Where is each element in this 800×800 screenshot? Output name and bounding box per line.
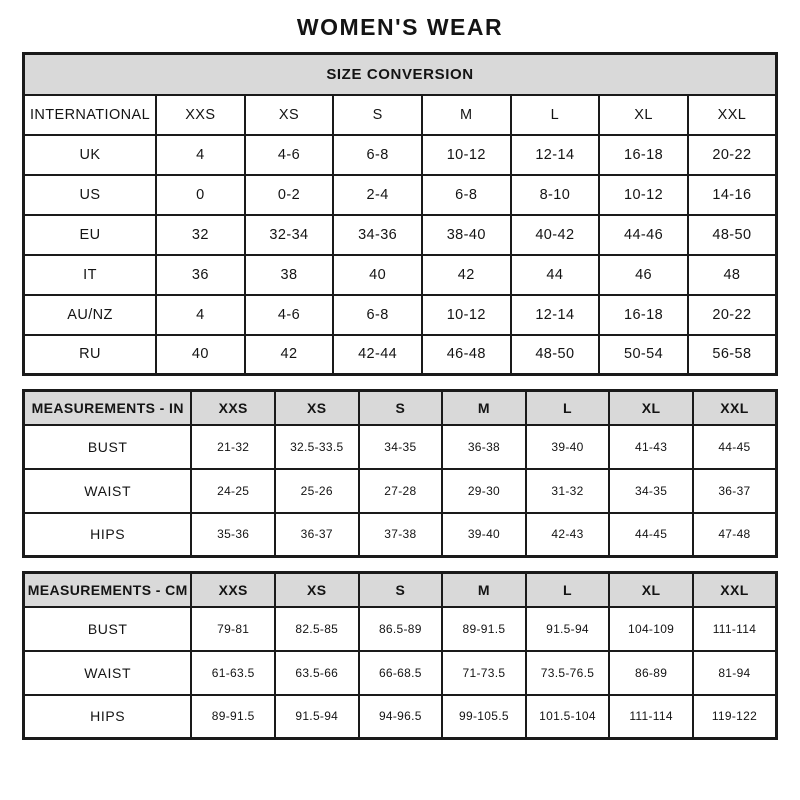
value-cell: 40-42 <box>511 215 600 255</box>
value-cell: 20-22 <box>688 295 777 335</box>
value-cell: 71-73.5 <box>442 651 526 695</box>
row-label-cell: EU <box>24 215 157 255</box>
value-cell: 56-58 <box>688 335 777 375</box>
value-cell: 111-114 <box>609 695 693 739</box>
value-cell: 48-50 <box>511 335 600 375</box>
table-row <box>24 695 777 739</box>
value-cell: 44-46 <box>599 215 688 255</box>
measurements-in-table <box>22 389 778 558</box>
value-cell: 0-2 <box>245 175 334 215</box>
value-cell: 16-18 <box>599 295 688 335</box>
value-cell: 29-30 <box>442 469 526 513</box>
value-cell: 66-68.5 <box>359 651 443 695</box>
measurements-in-header-row <box>24 391 777 425</box>
value-cell: 14-16 <box>688 175 777 215</box>
size-header-xxl: XXL <box>693 573 777 607</box>
value-cell: 12-14 <box>511 135 600 175</box>
value-cell: 32.5-33.5 <box>275 425 359 469</box>
size-conversion-banner: SIZE CONVERSION <box>24 54 777 95</box>
value-cell: 20-22 <box>688 135 777 175</box>
size-header-l: L <box>511 95 600 135</box>
value-cell: 36 <box>156 255 245 295</box>
value-cell: 46 <box>599 255 688 295</box>
value-cell: 36-38 <box>442 425 526 469</box>
value-cell: 111-114 <box>693 607 777 651</box>
row-label-cell: AU/NZ <box>24 295 157 335</box>
size-conversion-body <box>24 135 777 375</box>
value-cell: 42 <box>245 335 334 375</box>
size-header-m: M <box>422 95 511 135</box>
value-cell: 63.5-66 <box>275 651 359 695</box>
measurements-in-body <box>24 425 777 557</box>
size-header-xl: XL <box>599 95 688 135</box>
value-cell: 6-8 <box>333 135 422 175</box>
value-cell: 10-12 <box>422 135 511 175</box>
value-cell: 4-6 <box>245 295 334 335</box>
row-label-cell: IT <box>24 255 157 295</box>
value-cell: 4 <box>156 295 245 335</box>
size-header-s: S <box>359 391 443 425</box>
value-cell: 82.5-85 <box>275 607 359 651</box>
value-cell: 2-4 <box>333 175 422 215</box>
value-cell: 91.5-94 <box>526 607 610 651</box>
table-row <box>24 425 777 469</box>
table-row <box>24 651 777 695</box>
value-cell: 89-91.5 <box>191 695 275 739</box>
row-label-cell: BUST <box>24 607 192 651</box>
value-cell: 61-63.5 <box>191 651 275 695</box>
measurements-in-header-cell: MEASUREMENTS - IN <box>24 391 192 425</box>
sizes-header-row <box>24 95 777 135</box>
row-label-cell: HIPS <box>24 695 192 739</box>
value-cell: 32 <box>156 215 245 255</box>
value-cell: 34-36 <box>333 215 422 255</box>
value-cell: 99-105.5 <box>442 695 526 739</box>
row-label-cell: US <box>24 175 157 215</box>
row-label-cell: WAIST <box>24 469 192 513</box>
size-header-xs: XS <box>275 573 359 607</box>
table-row <box>24 215 777 255</box>
value-cell: 42 <box>422 255 511 295</box>
value-cell: 24-25 <box>191 469 275 513</box>
row-label-cell: WAIST <box>24 651 192 695</box>
value-cell: 8-10 <box>511 175 600 215</box>
value-cell: 4-6 <box>245 135 334 175</box>
value-cell: 44-45 <box>693 425 777 469</box>
size-conversion-head <box>24 54 777 135</box>
value-cell: 16-18 <box>599 135 688 175</box>
size-header-l: L <box>526 573 610 607</box>
size-header-xxs: XXS <box>191 391 275 425</box>
row-label-cell: BUST <box>24 425 192 469</box>
value-cell: 48 <box>688 255 777 295</box>
value-cell: 48-50 <box>688 215 777 255</box>
value-cell: 32-34 <box>245 215 334 255</box>
size-header-xxl: XXL <box>688 95 777 135</box>
size-header-s: S <box>359 573 443 607</box>
size-header-xxl: XXL <box>693 391 777 425</box>
size-header-m: M <box>442 391 526 425</box>
value-cell: 79-81 <box>191 607 275 651</box>
table-row <box>24 135 777 175</box>
size-header-xxs: XXS <box>156 95 245 135</box>
value-cell: 73.5-76.5 <box>526 651 610 695</box>
value-cell: 31-32 <box>526 469 610 513</box>
value-cell: 91.5-94 <box>275 695 359 739</box>
table-row <box>24 255 777 295</box>
value-cell: 27-28 <box>359 469 443 513</box>
value-cell: 101.5-104 <box>526 695 610 739</box>
value-cell: 0 <box>156 175 245 215</box>
value-cell: 46-48 <box>422 335 511 375</box>
value-cell: 119-122 <box>693 695 777 739</box>
table-row <box>24 335 777 375</box>
value-cell: 35-36 <box>191 513 275 557</box>
value-cell: 10-12 <box>599 175 688 215</box>
value-cell: 38 <box>245 255 334 295</box>
value-cell: 86-89 <box>609 651 693 695</box>
table-row <box>24 513 777 557</box>
value-cell: 10-12 <box>422 295 511 335</box>
value-cell: 36-37 <box>275 513 359 557</box>
value-cell: 25-26 <box>275 469 359 513</box>
value-cell: 47-48 <box>693 513 777 557</box>
banner-row <box>24 54 777 95</box>
value-cell: 36-37 <box>693 469 777 513</box>
value-cell: 34-35 <box>359 425 443 469</box>
page-title: WOMEN'S WEAR <box>296 14 504 40</box>
size-header-xxs: XXS <box>191 573 275 607</box>
measurements-cm-body <box>24 607 777 739</box>
value-cell: 40 <box>333 255 422 295</box>
size-header-xl: XL <box>609 573 693 607</box>
value-cell: 38-40 <box>422 215 511 255</box>
row-label-cell: HIPS <box>24 513 192 557</box>
value-cell: 6-8 <box>333 295 422 335</box>
value-cell: 12-14 <box>511 295 600 335</box>
value-cell: 40 <box>156 335 245 375</box>
size-header-xs: XS <box>245 95 334 135</box>
value-cell: 44 <box>511 255 600 295</box>
value-cell: 89-91.5 <box>442 607 526 651</box>
size-conversion-table <box>22 52 778 376</box>
size-header-xl: XL <box>609 391 693 425</box>
value-cell: 6-8 <box>422 175 511 215</box>
measurements-in-head <box>24 391 777 425</box>
measurements-cm-table <box>22 571 778 740</box>
value-cell: 39-40 <box>442 513 526 557</box>
measurements-cm-header-row <box>24 573 777 607</box>
value-cell: 104-109 <box>609 607 693 651</box>
size-header-s: S <box>333 95 422 135</box>
value-cell: 42-43 <box>526 513 610 557</box>
row-label-cell: RU <box>24 335 157 375</box>
row-label-cell: UK <box>24 135 157 175</box>
value-cell: 39-40 <box>526 425 610 469</box>
value-cell: 42-44 <box>333 335 422 375</box>
size-header-xs: XS <box>275 391 359 425</box>
value-cell: 81-94 <box>693 651 777 695</box>
size-header-m: M <box>442 573 526 607</box>
value-cell: 44-45 <box>609 513 693 557</box>
value-cell: 4 <box>156 135 245 175</box>
table-row <box>24 469 777 513</box>
value-cell: 37-38 <box>359 513 443 557</box>
value-cell: 34-35 <box>609 469 693 513</box>
table-row <box>24 175 777 215</box>
international-header-cell: INTERNATIONAL <box>24 95 157 135</box>
value-cell: 50-54 <box>599 335 688 375</box>
value-cell: 21-32 <box>191 425 275 469</box>
measurements-cm-header-cell: MEASUREMENTS - CM <box>24 573 192 607</box>
table-row <box>24 295 777 335</box>
table-row <box>24 607 777 651</box>
value-cell: 86.5-89 <box>359 607 443 651</box>
value-cell: 41-43 <box>609 425 693 469</box>
value-cell: 94-96.5 <box>359 695 443 739</box>
size-header-l: L <box>526 391 610 425</box>
measurements-cm-head <box>24 573 777 607</box>
